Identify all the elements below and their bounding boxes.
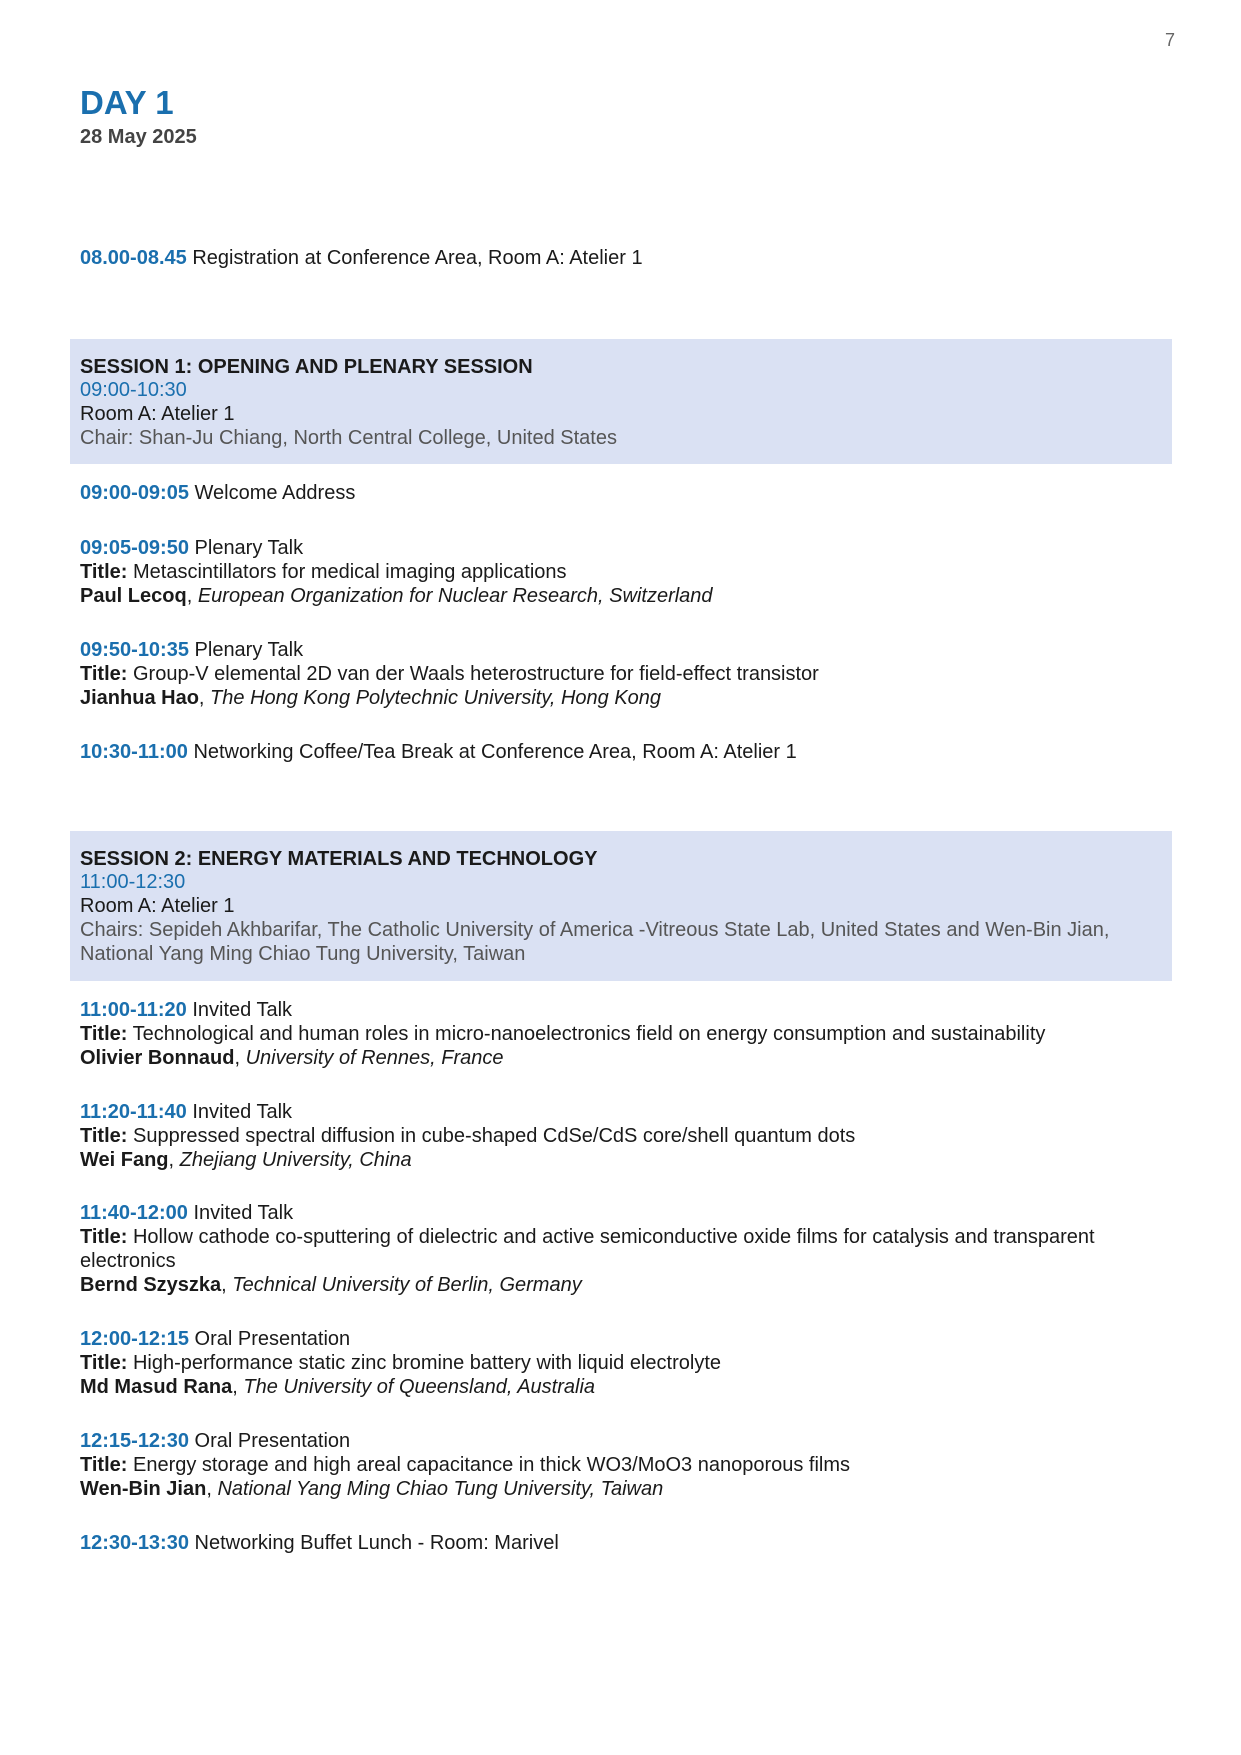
separator: ,: [186, 585, 198, 607]
speaker-line: [80, 1046, 503, 1070]
talk-title: Suppressed spectral diffusion in cube-shaped CdSe/CdS core/shell quantum dots: [132, 1125, 856, 1147]
schedule-item-invited-2: [80, 1100, 292, 1124]
talk-title-line: [80, 1022, 1045, 1046]
talk-title-line: [80, 1225, 1095, 1249]
item-time: 12:00-12:15: [80, 1328, 189, 1350]
speaker-line: [80, 686, 661, 710]
session-1-room: Room A: Atelier 1: [80, 403, 235, 425]
item-time: 09:00-09:05: [80, 482, 189, 504]
item-time: 09:05-09:50: [80, 537, 189, 559]
lunch-time: 12:30-13:30: [80, 1532, 189, 1554]
item-type: Welcome Address: [194, 482, 356, 504]
separator: ,: [206, 1478, 218, 1500]
speaker-line: [80, 1273, 582, 1297]
item-type: Invited Talk: [192, 999, 293, 1021]
speaker-name: Bernd Szyszka: [80, 1274, 222, 1296]
schedule-item-invited-1: [80, 998, 292, 1022]
speaker-name: Olivier Bonnaud: [80, 1047, 235, 1069]
separator: ,: [232, 1376, 244, 1398]
registration-line: [80, 246, 643, 270]
talk-title: Group-V elemental 2D van der Waals heterostructure for field-effect transistor: [132, 663, 819, 685]
item-type: Oral Presentation: [194, 1328, 351, 1350]
title-label: Title:: [80, 1226, 128, 1248]
lunch-line: [80, 1531, 559, 1555]
speaker-affiliation: Technical University of Berlin, Germany: [232, 1274, 582, 1296]
item-type: Oral Presentation: [194, 1430, 351, 1452]
session-2-title: SESSION 2: ENERGY MATERIALS AND TECHNOLOGY: [80, 848, 598, 870]
item-time: 11:20-11:40: [80, 1101, 187, 1123]
separator: ,: [221, 1274, 233, 1296]
session-2-time: 11:00-12:30: [80, 871, 186, 893]
title-label: Title:: [80, 1352, 128, 1374]
item-type: Invited Talk: [192, 1101, 293, 1123]
lunch-text: Networking Buffet Lunch - Room: Marivel: [194, 1532, 559, 1554]
speaker-affiliation: European Organization for Nuclear Research, Switzerland: [197, 585, 713, 607]
item-time: 11:40-12:00: [80, 1202, 188, 1224]
item-type: Invited Talk: [193, 1202, 294, 1224]
schedule-item-plenary-2: [80, 638, 303, 662]
talk-title: Metascintillators for medical imaging applications: [132, 561, 567, 583]
speaker-line: [80, 584, 713, 608]
speaker-affiliation: National Yang Ming Chiao Tung University, Taiwan: [217, 1478, 664, 1500]
schedule-item-oral-2: [80, 1429, 350, 1453]
registration-time: 08.00-08.45: [80, 247, 187, 269]
title-label: Title:: [80, 1023, 128, 1045]
title-label: Title:: [80, 561, 128, 583]
registration-text: Registration at Conference Area, Room A: Atelier 1: [192, 247, 643, 269]
day-date: 28 May 2025: [80, 126, 197, 148]
schedule-item-invited-3: [80, 1201, 293, 1225]
break-text: Networking Coffee/Tea Break at Conference Area, Room A: Atelier 1: [193, 741, 797, 763]
talk-title: Technological and human roles in micro-nanoelectronics field on energy consumption and sustainability: [132, 1023, 1046, 1045]
item-type: Plenary Talk: [194, 537, 304, 559]
session-1-time: 09:00-10:30: [80, 379, 187, 401]
item-time: 09:50-10:35: [80, 639, 189, 661]
talk-title-line: [80, 1124, 855, 1148]
separator: ,: [168, 1149, 180, 1171]
title-label: Title:: [80, 1454, 128, 1476]
speaker-affiliation: The Hong Kong Polytechnic University, Hong Kong: [210, 687, 662, 709]
day-title: DAY 1: [80, 84, 174, 121]
talk-title: High-performance static zinc bromine battery with liquid electrolyte: [132, 1352, 722, 1374]
talk-title-continuation: electronics: [80, 1250, 176, 1272]
talk-title-line: [80, 1351, 721, 1375]
schedule-item-oral-1: [80, 1327, 350, 1351]
schedule-item-welcome: [80, 481, 355, 505]
speaker-name: Paul Lecoq: [80, 585, 187, 607]
speaker-line: [80, 1148, 412, 1172]
session-2-header: [70, 831, 1172, 981]
coffee-break-line: [80, 740, 797, 764]
speaker-line: [80, 1375, 595, 1399]
speaker-name: Md Masud Rana: [80, 1376, 233, 1398]
session-2-chair: [80, 918, 1160, 966]
speaker-name: Wei Fang: [80, 1149, 169, 1171]
item-time: 12:15-12:30: [80, 1430, 189, 1452]
session-1-header: [70, 339, 1172, 464]
session-1-title: SESSION 1: OPENING AND PLENARY SESSION: [80, 356, 533, 378]
speaker-name: Wen-Bin Jian: [80, 1478, 207, 1500]
talk-title: Hollow cathode co-sputtering of dielectric and active semiconductive oxide films for catalysis and transparent: [132, 1226, 1095, 1248]
speaker-affiliation: Zhejiang University, China: [179, 1149, 412, 1171]
speaker-affiliation: The University of Queensland, Australia: [243, 1376, 596, 1398]
session-2-chair-line-1: Chairs: Sepideh Akhbarifar, The Catholic University of America -Vitreous State Lab, United States and Wen-Bin Jian,: [80, 919, 1110, 941]
talk-title-line: [80, 560, 567, 584]
separator: ,: [234, 1047, 246, 1069]
talk-title-line: [80, 1453, 850, 1477]
session-1-chair: Chair: Shan-Ju Chiang, North Central College, United States: [80, 427, 617, 449]
talk-title-line: [80, 662, 819, 686]
speaker-name: Jianhua Hao: [80, 687, 199, 709]
speaker-affiliation: University of Rennes, France: [245, 1047, 504, 1069]
separator: ,: [198, 687, 211, 709]
session-2-chair-line-2: National Yang Ming Chiao Tung University, Taiwan: [80, 943, 526, 965]
page-number: 7: [1164, 30, 1175, 50]
speaker-line: [80, 1477, 663, 1501]
session-2-room: Room A: Atelier 1: [80, 895, 235, 917]
break-time: 10:30-11:00: [80, 741, 188, 763]
schedule-item-plenary-1: [80, 536, 303, 560]
title-label: Title:: [80, 1125, 128, 1147]
title-label: Title:: [80, 663, 128, 685]
item-time: 11:00-11:20: [80, 999, 187, 1021]
item-type: Plenary Talk: [194, 639, 304, 661]
talk-title: Energy storage and high areal capacitance in thick WO3/MoO3 nanoporous films: [132, 1454, 851, 1476]
